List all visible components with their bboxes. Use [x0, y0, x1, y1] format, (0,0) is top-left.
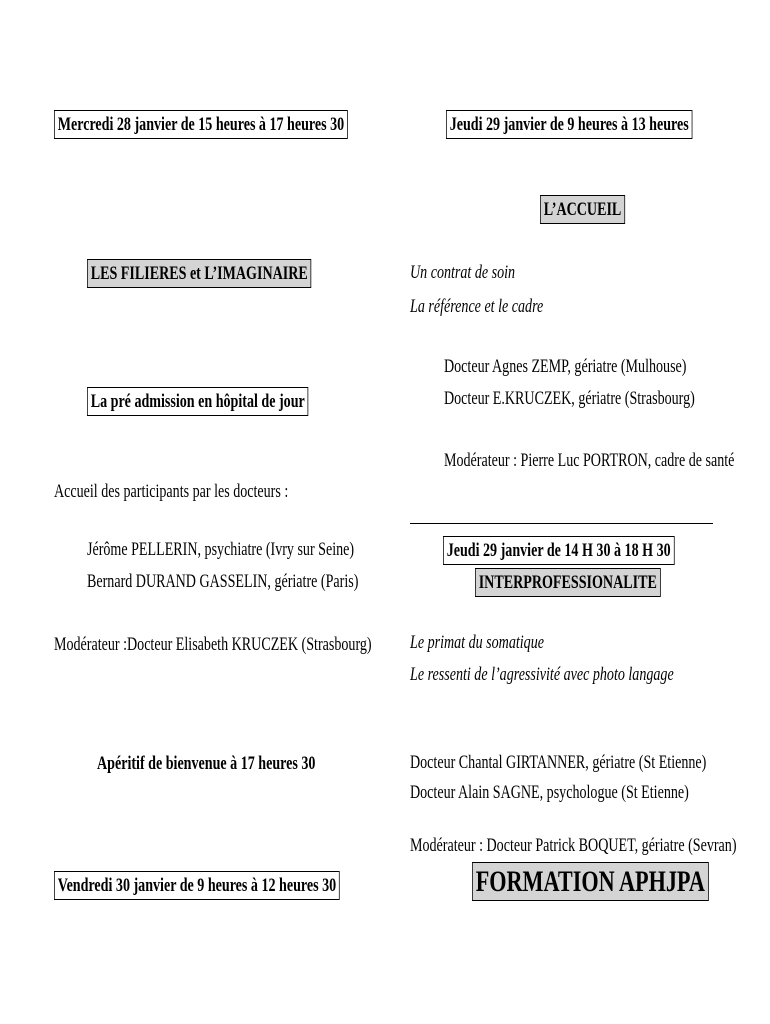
topic-contrat: Un contrat de soin: [410, 262, 516, 283]
intro-text: Accueil des participants par les docteurs :: [54, 481, 289, 502]
day2-am-title: Jeudi 29 janvier de 9 heures à 13 heures: [446, 110, 692, 139]
formation-title: FORMATION APHJPA: [472, 862, 709, 901]
theme-filieres: LES FILIERES et L’IMAGINAIRE: [87, 259, 311, 288]
theme-accueil: L’ACCUEIL: [540, 195, 625, 224]
speaker-pellerin: Jérôme PELLERIN, psychiatre (Ivry sur Seine): [87, 539, 355, 560]
moderator-left: Modérateur :Docteur Elisabeth KRUCZEK (Strasbourg): [54, 634, 372, 655]
speaker-girtanner: Docteur Chantal GIRTANNER, gériatre (St Etienne): [410, 752, 707, 773]
subtheme-preadmission: La pré admission en hôpital de jour: [87, 387, 308, 416]
divider-line: [410, 523, 713, 524]
speaker-sagne: Docteur Alain SAGNE, psychologue (St Etienne): [410, 782, 689, 803]
speaker-kruczek: Docteur E.KRUCZEK, gériatre (Strasbourg): [444, 388, 695, 409]
speaker-zemp: Docteur Agnes ZEMP, gériatre (Mulhouse): [444, 356, 687, 377]
aperitif-text: Apéritif de bienvenue à 17 heures 30: [97, 753, 316, 774]
day2-pm-title: Jeudi 29 janvier de 14 H 30 à 18 H 30: [443, 536, 674, 565]
topic-agressivite: Le ressenti de l’agressivité avec photo langage: [410, 664, 674, 685]
theme-interprofessionalite: INTERPROFESSIONALITE: [475, 568, 661, 597]
day1-title: Mercredi 28 janvier de 15 heures à 17 heures 30: [54, 110, 348, 139]
speaker-durand-gasselin: Bernard DURAND GASSELIN, gériatre (Paris): [87, 571, 359, 592]
moderator-am: Modérateur : Pierre Luc PORTRON, cadre de santé: [444, 450, 735, 471]
topic-reference: La référence et le cadre: [410, 296, 544, 317]
day3-title: Vendredi 30 janvier de 9 heures à 12 heures 30: [54, 871, 340, 900]
topic-somatique: Le primat du somatique: [410, 632, 544, 653]
moderator-pm: Modérateur : Docteur Patrick BOQUET, gériatre (Sevran): [410, 835, 737, 856]
